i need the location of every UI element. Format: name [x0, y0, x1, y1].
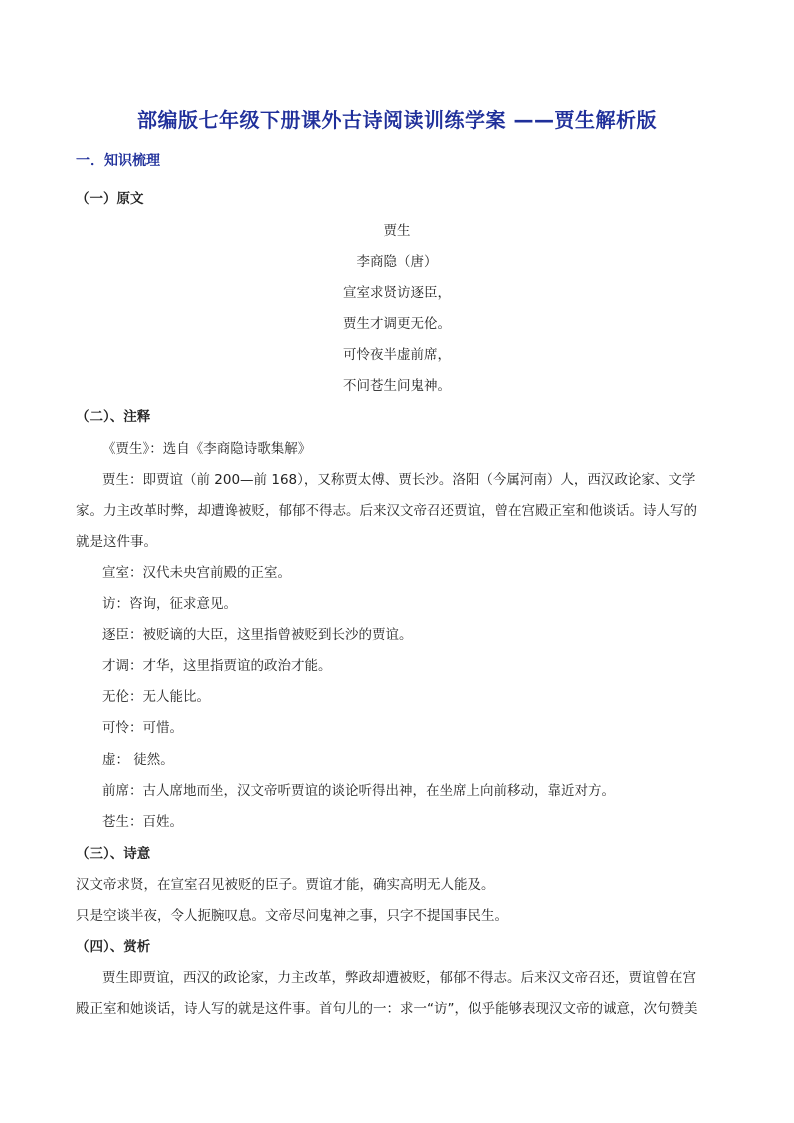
- note-fang: 访：咨询，征求意见。: [102, 596, 237, 612]
- note-jiasheng-cont: 就是这件事。: [76, 534, 157, 550]
- note-jiasheng-cont: 家。力主改革时弊，却遭谗被贬，郁郁不得志。后来汉文帝召还贾谊，曾在宫殿正室和他谈话。诗人写的: [76, 503, 697, 519]
- poem-author: 李商隐（唐）: [356, 254, 438, 270]
- poem-line: 宣室求贤访逐臣，: [343, 285, 451, 301]
- note-zhuchen: 逐臣：被贬谪的大臣，这里指曾被贬到长沙的贾谊。: [102, 627, 413, 643]
- poem-line: 贾生才调更无伦。: [343, 316, 451, 332]
- section-heading-knowledge: 一．知识梳理: [76, 153, 160, 169]
- poem-line: 可怜夜半虚前席，: [343, 347, 451, 363]
- note-caidiao: 才调：才华，这里指贾谊的政治才能。: [102, 658, 332, 674]
- note-source: 《贾生》：选自《李商隐诗歌集解》: [102, 441, 312, 457]
- page-title: 部编版七年级下册课外古诗阅读训练学案 ——贾生解析版: [137, 108, 657, 132]
- subheading-appreciation: （四）、赏析: [76, 939, 151, 955]
- appreciation-line: 贾生即贾谊，西汉的政论家，力主改革，弊政却遭被贬，郁郁不得志。后来汉文帝召还，贾谊曾在宫: [102, 970, 696, 986]
- note-jiasheng: 贾生：即贾谊（前 200—前 168），又称贾太傅、贾长沙。洛阳（今属河南）人，西汉政论家、文学: [102, 472, 696, 488]
- subheading-notes: （二）、注释: [76, 409, 151, 425]
- subheading-meaning: （三）、诗意: [76, 846, 151, 862]
- note-xuanshi: 宣室：汉代未央宫前殿的正室。: [102, 565, 291, 581]
- appreciation-line: 殿正室和她谈话，诗人写的就是这件事。首句儿的一：求一“访”，似乎能够表现汉文帝的诚意，次句赞美: [76, 1001, 698, 1017]
- meaning-line: 汉文帝求贤，在宣室召见被贬的臣子。贾谊才能，确实高明无人能及。: [76, 877, 495, 893]
- subheading-original: （一）原文: [76, 191, 144, 207]
- poem-line: 不问苍生问鬼神。: [343, 378, 451, 394]
- note-wulun: 无伦：无人能比。: [102, 689, 210, 705]
- meaning-line: 只是空谈半夜，令人扼腕叹息。文帝尽问鬼神之事，只字不提国事民生。: [76, 908, 508, 924]
- note-cangsheng: 苍生：百姓。: [102, 814, 183, 830]
- note-kelian: 可怜：可惜。: [102, 720, 183, 736]
- note-xu: 虚： 徒然。: [102, 752, 174, 768]
- note-qianxi: 前席：古人席地而坐，汉文帝听贾谊的谈论听得出神，在坐席上向前移动，靠近对方。: [102, 783, 615, 799]
- poem-title: 贾生: [383, 223, 411, 239]
